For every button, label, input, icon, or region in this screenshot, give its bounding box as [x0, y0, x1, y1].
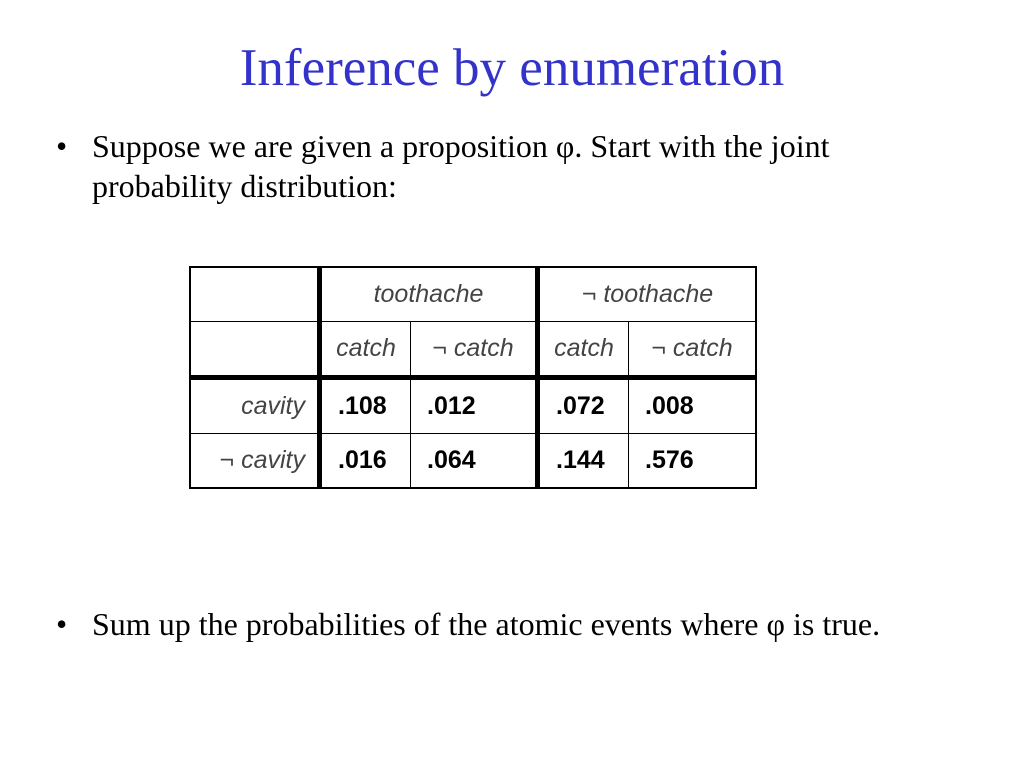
subheader-not-catch-2: ¬ catch — [629, 322, 757, 378]
table-corner-cell-2 — [190, 322, 320, 378]
row-label-cavity: cavity — [190, 378, 320, 434]
table-cell: .016 — [320, 434, 411, 489]
bullet-dot-icon: • — [56, 128, 68, 164]
subheader-not-catch-1: ¬ catch — [411, 322, 538, 378]
joint-distribution-table — [189, 266, 757, 489]
bullet-text-2: Sum up the probabilities of the atomic events where φ is true. — [92, 606, 881, 642]
bullet-text-1: Suppose we are given a proposition φ. Start with the joint probability distribution: — [92, 128, 830, 204]
subheader-catch-2: catch — [538, 322, 629, 378]
table-cell: .144 — [538, 434, 629, 489]
table-header-row — [190, 267, 756, 322]
table-cell: .108 — [320, 378, 411, 434]
table-row — [190, 434, 756, 489]
header-toothache: toothache — [320, 267, 538, 322]
slide-title: Inference by enumeration — [239, 39, 785, 97]
table-corner-cell — [190, 267, 320, 322]
table-cell: .008 — [629, 378, 757, 434]
table-cell: .576 — [629, 434, 757, 489]
header-not-toothache: ¬ toothache — [538, 267, 757, 322]
table-cell: .072 — [538, 378, 629, 434]
table-cell: .012 — [411, 378, 538, 434]
table-row — [190, 378, 756, 434]
subheader-catch-1: catch — [320, 322, 411, 378]
table-cell: .064 — [411, 434, 538, 489]
row-label-not-cavity: ¬ cavity — [190, 434, 320, 489]
table-subheader-row — [190, 322, 756, 378]
bullet-dot-icon: • — [56, 606, 68, 642]
